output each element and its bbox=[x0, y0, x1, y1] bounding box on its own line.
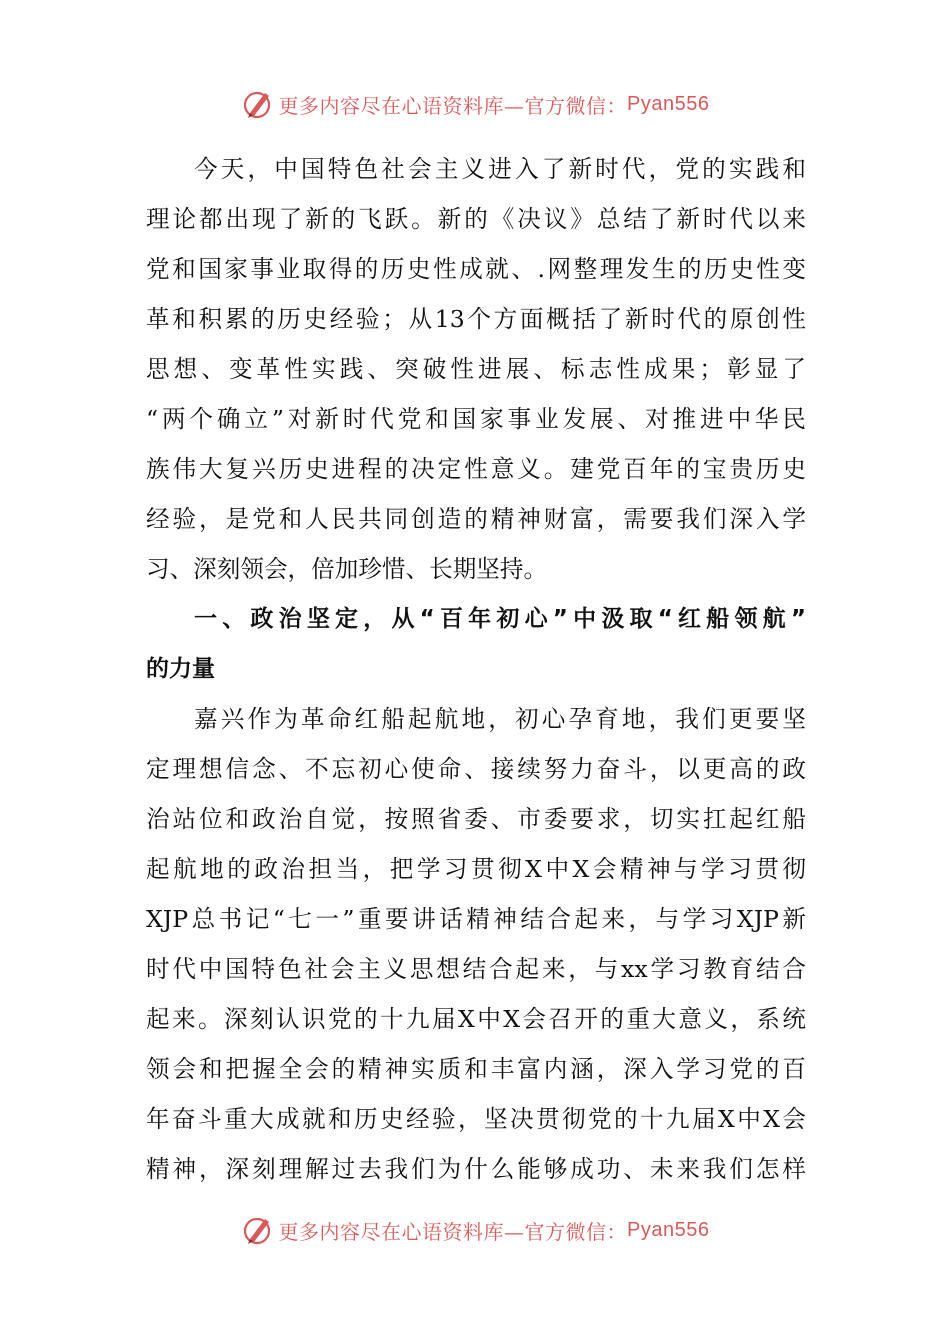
pen-circle-icon bbox=[241, 1213, 275, 1247]
text-line: 年奋斗重大成就和历史经验，坚决贯彻党的十九届X中X会 bbox=[146, 1105, 806, 1133]
text-line: 革和积累的历史经验；从13个方面概括了新时代的原创性 bbox=[146, 305, 806, 333]
text-line: 党和国家事业取得的历史性成就、.网整理发生的历史性变 bbox=[146, 255, 806, 283]
text-line: 经验，是党和人民共同创造的精神财富，需要我们深入学 bbox=[146, 505, 806, 533]
text-line: 起航地的政治担当，把学习贯彻X中X会精神与学习贯彻 bbox=[146, 855, 806, 883]
text-line: 今天，中国特色社会主义进入了新时代，党的实践和 bbox=[194, 155, 806, 183]
heading-line: 的力量 bbox=[146, 656, 215, 682]
document-body bbox=[146, 144, 806, 1194]
text-line: 领会和把握全会的精神实质和丰富内涵，深入学习党的百 bbox=[146, 1055, 806, 1083]
watermark-header bbox=[0, 84, 950, 124]
watermark-wechat-id: Pyan556 bbox=[627, 1218, 710, 1241]
text-line: 起来。深刻认识党的十九届X中X会召开的重大意义，系统 bbox=[146, 1005, 806, 1033]
paragraph-section-1 bbox=[146, 694, 806, 1194]
watermark-footer bbox=[0, 1210, 950, 1250]
pen-circle-icon bbox=[241, 87, 275, 121]
text-line: “两个确立”对新时代党和国家事业发展、对推进中华民 bbox=[146, 405, 806, 433]
text-line: 族伟大复兴历史进程的决定性意义。建党百年的宝贵历史 bbox=[146, 455, 806, 483]
watermark-text: 更多内容尽在心语资料库—官方微信： bbox=[278, 93, 628, 118]
text-line: 理论都出现了新的飞跃。新的《决议》总结了新时代以来 bbox=[146, 205, 806, 233]
watermark-wechat-id: Pyan556 bbox=[627, 92, 710, 115]
text-line: XJP总书记“七一”重要讲话精神结合起来，与学习XJP新 bbox=[146, 905, 806, 933]
text-line: 习、深刻领会，倍加珍惜、长期坚持。 bbox=[146, 555, 548, 583]
watermark-text: 更多内容尽在心语资料库—官方微信： bbox=[278, 1219, 628, 1244]
section-heading bbox=[146, 594, 806, 694]
paragraph-intro bbox=[146, 144, 806, 594]
text-line: 精神，深刻理解过去我们为什么能够成功、未来我们怎样 bbox=[146, 1155, 806, 1183]
heading-line: 一、政治坚定，从“百年初心”中汲取“红船领航” bbox=[194, 606, 806, 632]
text-line: 治站位和政治自觉，按照省委、市委要求，切实扛起红船 bbox=[146, 805, 806, 833]
text-line: 嘉兴作为革命红船起航地，初心孕育地，我们更要坚 bbox=[194, 705, 806, 733]
text-line: 定理想信念、不忘初心使命、接续努力奋斗，以更高的政 bbox=[146, 755, 806, 783]
text-line: 时代中国特色社会主义思想结合起来，与xx学习教育结合 bbox=[146, 955, 806, 983]
text-line: 思想、变革性实践、突破性进展、标志性成果；彰显了 bbox=[146, 355, 806, 383]
